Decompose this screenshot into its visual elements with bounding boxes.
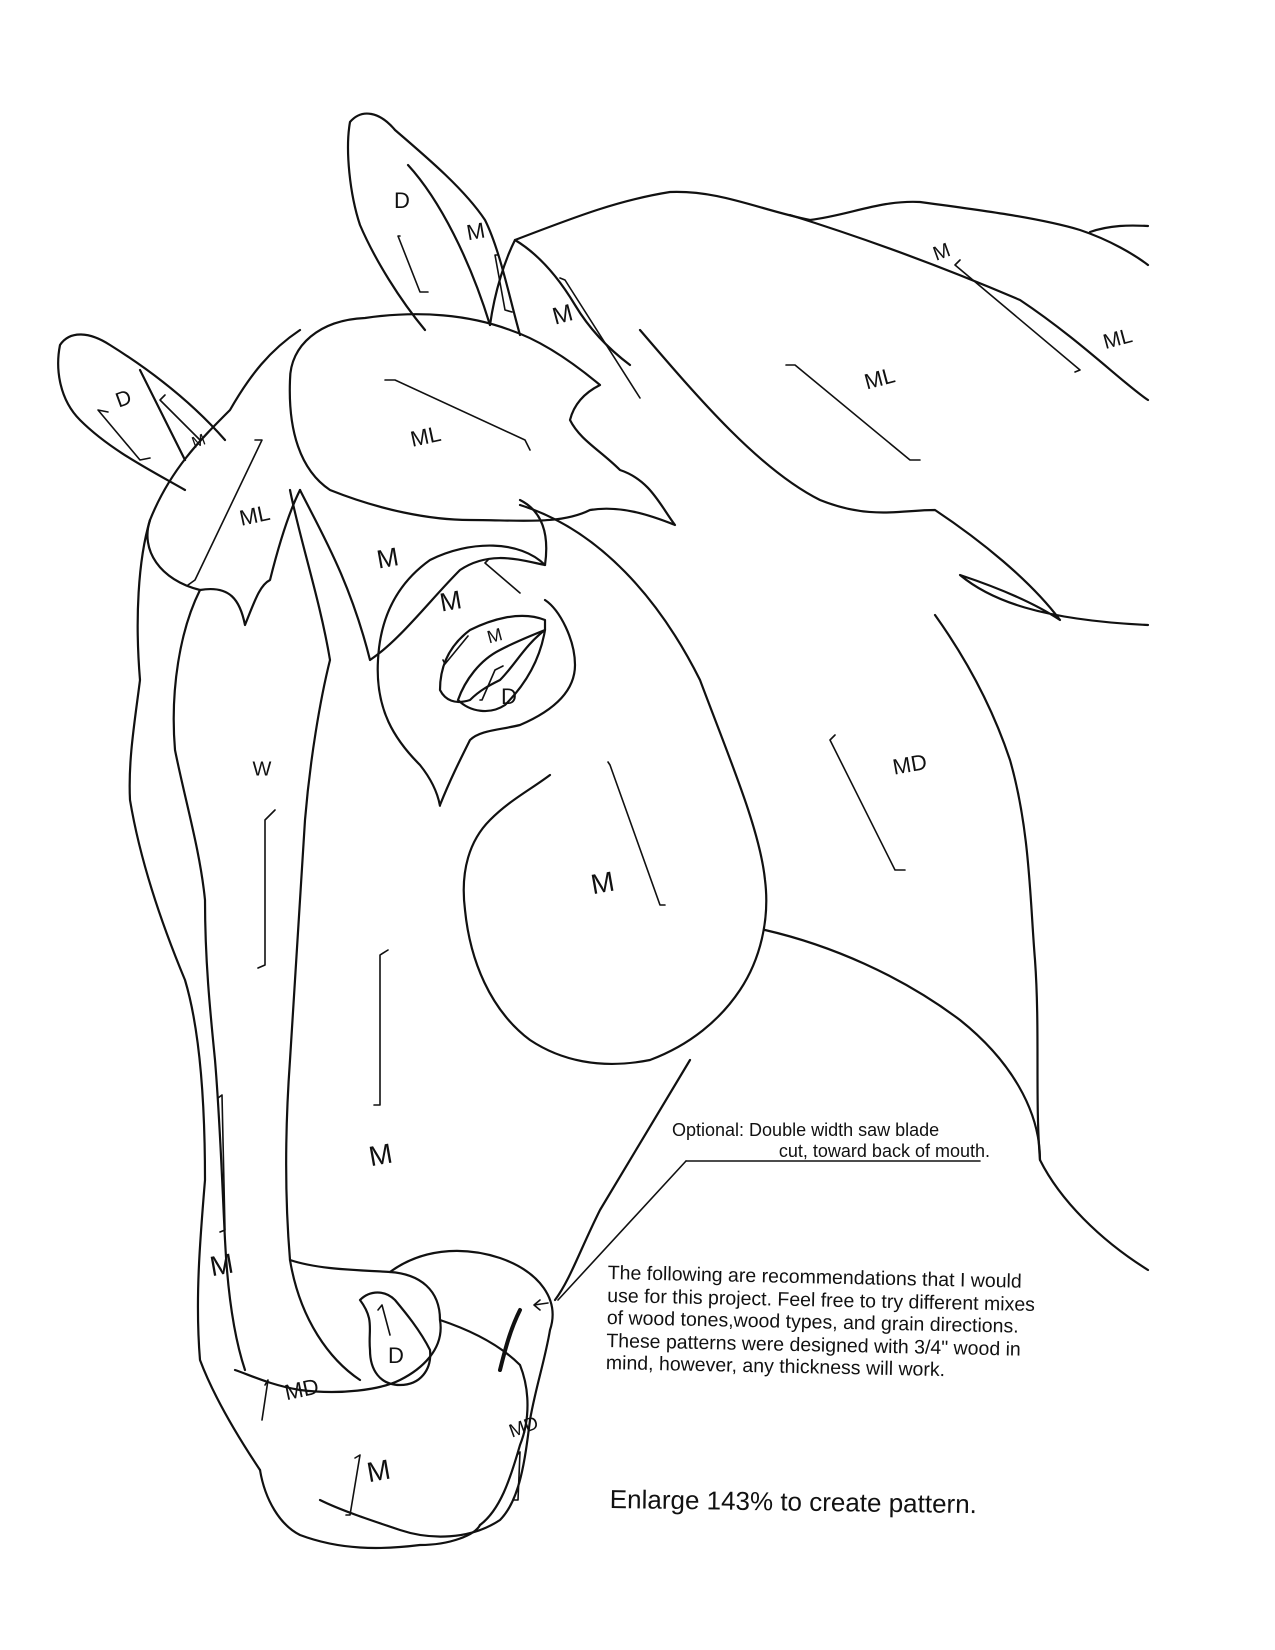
eye-socket-outline xyxy=(378,546,575,806)
label-eye-socket: M xyxy=(437,584,464,618)
nostril-outline xyxy=(360,1293,430,1386)
optional-note-line2: cut, toward back of mouth. xyxy=(778,1141,990,1161)
right-ear-divider xyxy=(408,165,490,325)
mane-strip-line xyxy=(790,215,1148,400)
label-jowl-neck: MD xyxy=(890,749,929,780)
mane-left-outline xyxy=(147,330,300,625)
label-eyelid: M xyxy=(484,624,505,648)
label-mane-left: ML xyxy=(237,499,273,531)
neck-back xyxy=(935,615,1148,1270)
label-face-edge: M xyxy=(207,1247,236,1283)
label-left-ear-inner: M xyxy=(189,431,209,453)
label-forelock: ML xyxy=(408,420,444,452)
label-mane-top-strip: M xyxy=(930,239,954,266)
left-ear-outline xyxy=(58,334,225,490)
enlarge-instruction: Enlarge 143% to create pattern. xyxy=(609,1484,978,1520)
label-cheek: M xyxy=(588,865,617,901)
recommendations-text: The following are recommendations that I would use for this project. Feel free to try different mixes of wood tones,wood types, and grain directions. These patterns were designed with 3/4" wood in mind, however, any thickness will work. xyxy=(605,1262,1036,1382)
left-ear-divider xyxy=(140,370,185,460)
label-forelock-base: M xyxy=(549,299,576,331)
face-outer xyxy=(130,520,260,1470)
label-right-ear-outer: D xyxy=(394,187,410,213)
cheek-outline xyxy=(464,505,767,1064)
optional-note-line1: Optional: Double width saw blade xyxy=(672,1120,940,1140)
optional-note xyxy=(672,1120,992,1162)
label-left-ear-outer: D xyxy=(112,385,135,413)
upper-lip-outline xyxy=(235,1260,441,1392)
label-neck: ML xyxy=(861,362,898,395)
blaze-right xyxy=(286,490,360,1380)
label-right-ear-inner: M xyxy=(464,217,487,246)
label-lower-lip: MD xyxy=(506,1412,542,1443)
label-upper-lip: MD xyxy=(282,1373,321,1406)
label-blaze: W xyxy=(252,758,272,781)
label-nostril: D xyxy=(388,1342,404,1368)
label-eye: D xyxy=(501,683,517,709)
label-brow: M xyxy=(374,541,401,575)
label-chin: M xyxy=(364,1453,393,1489)
mane-top-curl xyxy=(1090,226,1148,232)
label-face: M xyxy=(366,1137,395,1173)
label-mane-top-strip-end: ML xyxy=(1100,324,1135,354)
